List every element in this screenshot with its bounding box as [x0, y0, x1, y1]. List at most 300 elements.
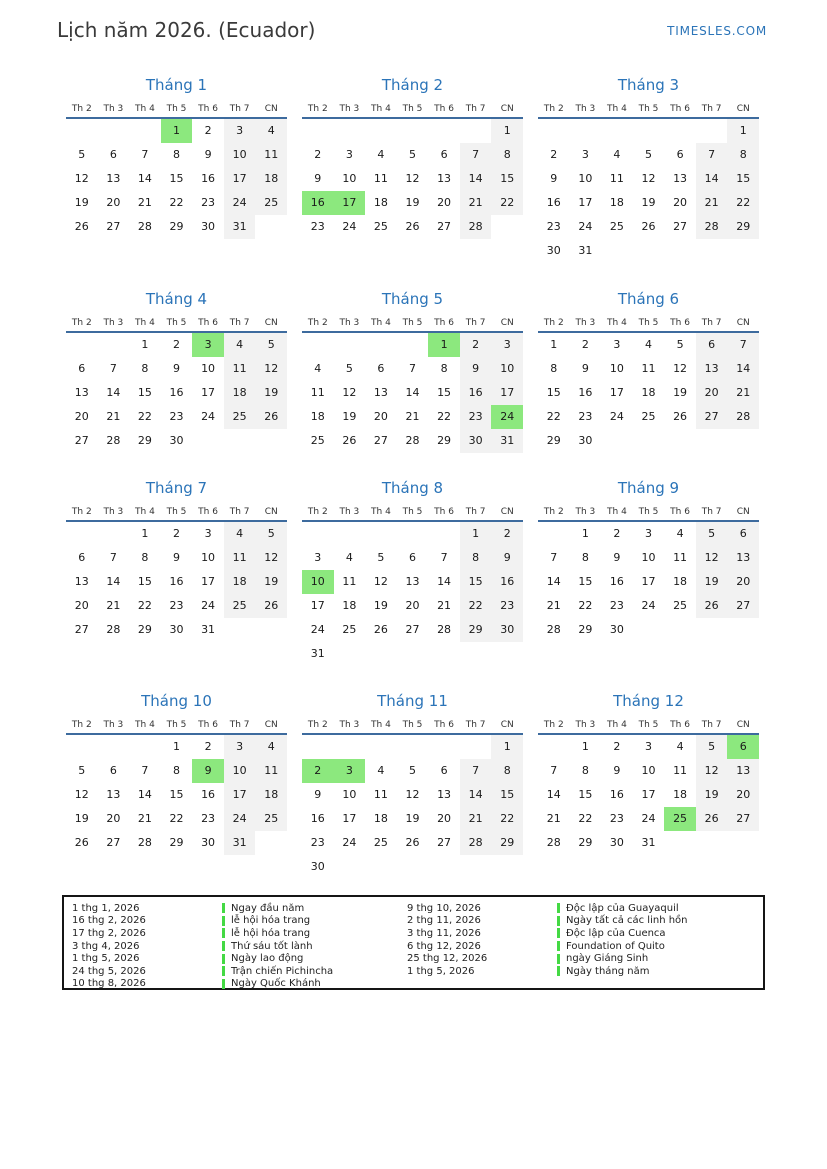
- legend-date: 17 thg 2, 2026: [72, 927, 146, 939]
- weekday-header: Th 6: [434, 507, 454, 517]
- day-cell: 13: [74, 386, 89, 399]
- week-row: [538, 143, 759, 167]
- day-cell: 4: [314, 362, 322, 375]
- day-cell: 23: [169, 599, 184, 612]
- day-cell: 17: [201, 575, 216, 588]
- day-cell: 28: [437, 623, 452, 636]
- day-cell: 12: [405, 172, 420, 185]
- day-cell: 3: [613, 338, 621, 351]
- day-cell: 6: [408, 551, 416, 564]
- day-cell: 15: [137, 386, 152, 399]
- day-cell-empty: [460, 855, 492, 879]
- day-cell: 7: [109, 551, 117, 564]
- day-cell: 20: [74, 410, 89, 423]
- week-row: [66, 735, 287, 759]
- day-cell: 25: [373, 220, 388, 233]
- day-cell: 23: [169, 410, 184, 423]
- day-cell: 4: [345, 551, 353, 564]
- day-cell: 5: [255, 522, 287, 546]
- day-cell: 20: [696, 381, 728, 405]
- weekday-header-row: [538, 504, 759, 520]
- weekday-header: Th 4: [371, 507, 391, 517]
- legend-date: 9 thg 10, 2026: [407, 902, 481, 914]
- week-row: [538, 215, 759, 239]
- day-cell: 9: [172, 551, 180, 564]
- day-cell: 8: [581, 764, 589, 777]
- day-cell: 24: [224, 191, 256, 215]
- day-cell: 29: [546, 434, 561, 447]
- weekday-header: Th 7: [229, 507, 250, 517]
- weekday-header: CN: [736, 720, 750, 730]
- day-cell: 23: [460, 405, 492, 429]
- week-row: [538, 522, 759, 546]
- day-cell: 19: [74, 812, 89, 825]
- day-cell-empty: [334, 735, 366, 759]
- day-cell: 28: [696, 215, 728, 239]
- day-cell: 24: [342, 220, 357, 233]
- day-cell: 11: [609, 172, 624, 185]
- day-cell: 13: [106, 788, 121, 801]
- day-cell-empty: [460, 642, 492, 666]
- day-cell: 29: [578, 836, 593, 849]
- legend-holiday-name: Ngày Quốc Khánh: [231, 978, 321, 990]
- day-cell: 16: [201, 788, 216, 801]
- day-cell: 13: [727, 759, 759, 783]
- day-cell: 16: [460, 381, 492, 405]
- day-cell: 28: [137, 836, 152, 849]
- day-cell: 16: [578, 386, 593, 399]
- legend-item: [407, 915, 763, 928]
- weekday-header: Th 5: [638, 507, 659, 517]
- week-row: [302, 405, 523, 429]
- day-cell: 19: [641, 196, 656, 209]
- weekday-header: CN: [264, 720, 278, 730]
- day-cell: 25: [310, 434, 325, 447]
- day-cell-empty: [727, 831, 759, 855]
- month-title: Tháng 8: [381, 479, 444, 497]
- month-title: Tháng 7: [145, 479, 208, 497]
- month-11: [302, 686, 523, 879]
- day-cell-empty: [334, 855, 366, 879]
- week-row: [302, 642, 523, 666]
- day-cell: 15: [546, 386, 561, 399]
- day-cell: 16: [169, 575, 184, 588]
- day-cell: 10: [224, 759, 256, 783]
- weekday-header: Th 5: [638, 720, 659, 730]
- day-cell: 9: [491, 546, 523, 570]
- day-cell: 10: [641, 764, 656, 777]
- day-cell: 26: [405, 220, 420, 233]
- day-cell-empty: [334, 119, 366, 143]
- weekday-header: Th 3: [575, 318, 596, 328]
- weekday-header: Th 2: [307, 318, 328, 328]
- weekday-header: Th 5: [402, 104, 423, 114]
- day-cell: 1: [460, 522, 492, 546]
- day-cell-empty: [491, 215, 523, 239]
- day-cell: 15: [491, 783, 523, 807]
- legend-holiday-name: lễ hội hóa trang: [231, 927, 311, 939]
- day-cell: 14: [137, 788, 152, 801]
- day-cell: 27: [373, 434, 388, 447]
- day-cell: 27: [437, 220, 452, 233]
- day-cell: 28: [460, 831, 492, 855]
- day-cell: 5: [78, 148, 86, 161]
- weekday-header: Th 5: [166, 720, 187, 730]
- day-cell: 23: [546, 220, 561, 233]
- week-row: [66, 333, 287, 357]
- day-cell: 30: [201, 220, 216, 233]
- day-cell: 8: [491, 759, 523, 783]
- week-row: [538, 546, 759, 570]
- day-cell-empty: [664, 429, 696, 453]
- legend-item: [72, 902, 407, 915]
- day-cell: 20: [106, 196, 121, 209]
- day-cell: 17: [334, 191, 366, 215]
- day-cell: 3: [192, 333, 224, 357]
- holiday-marker-icon: [222, 941, 225, 951]
- day-cell-empty: [365, 855, 397, 879]
- day-cell: 7: [109, 362, 117, 375]
- week-row: [302, 570, 523, 594]
- day-cell: 17: [609, 386, 624, 399]
- weekday-header: Th 3: [575, 104, 596, 114]
- week-row: [538, 807, 759, 831]
- day-cell: 8: [440, 362, 448, 375]
- week-row: [302, 333, 523, 357]
- day-cell: 10: [224, 143, 256, 167]
- day-cell: 20: [673, 196, 688, 209]
- day-cell: 5: [377, 551, 385, 564]
- legend-item: [72, 940, 407, 953]
- day-cell: 24: [342, 836, 357, 849]
- week-row: [302, 357, 523, 381]
- day-cell: 17: [310, 599, 325, 612]
- day-cell: 10: [491, 357, 523, 381]
- weekday-header-row: [538, 315, 759, 331]
- week-row: [302, 167, 523, 191]
- day-cell: 29: [137, 623, 152, 636]
- day-cell: 27: [437, 836, 452, 849]
- legend-date: 25 thg 12, 2026: [407, 953, 488, 965]
- day-cell: 22: [460, 594, 492, 618]
- day-cell: 3: [644, 740, 652, 753]
- week-row: [538, 239, 759, 263]
- day-cell: 16: [201, 172, 216, 185]
- day-cell: 28: [546, 836, 561, 849]
- day-cell: 29: [578, 623, 593, 636]
- week-row: [538, 783, 759, 807]
- day-cell: 1: [491, 119, 523, 143]
- day-cell: 4: [676, 527, 684, 540]
- day-cell: 18: [641, 386, 656, 399]
- day-cell-empty: [66, 522, 98, 546]
- legend-item: [407, 902, 763, 915]
- week-row: [66, 807, 287, 831]
- day-cell: 18: [373, 812, 388, 825]
- timesles-link[interactable]: TIMESLES.COM: [667, 24, 767, 38]
- legend-date: 1 thg 5, 2026: [72, 953, 140, 965]
- weekday-header: CN: [736, 104, 750, 114]
- day-cell: 11: [255, 759, 287, 783]
- legend-item: [72, 965, 407, 978]
- day-cell: 22: [546, 410, 561, 423]
- holiday-marker-icon: [222, 928, 225, 938]
- week-row: [302, 831, 523, 855]
- day-cell-empty: [334, 522, 366, 546]
- weekday-header: CN: [500, 507, 514, 517]
- day-cell: 9: [172, 362, 180, 375]
- weekday-header: Th 5: [166, 318, 187, 328]
- day-cell: 3: [204, 527, 212, 540]
- day-cell: 19: [342, 410, 357, 423]
- day-cell: 18: [609, 196, 624, 209]
- day-cell: 3: [345, 148, 353, 161]
- day-cell: 4: [377, 764, 385, 777]
- day-cell: 9: [613, 764, 621, 777]
- day-cell: 11: [673, 764, 688, 777]
- day-cell: 30: [578, 434, 593, 447]
- day-cell: 5: [345, 362, 353, 375]
- day-cell: 30: [609, 623, 624, 636]
- week-row: [66, 570, 287, 594]
- day-cell: 19: [696, 570, 728, 594]
- day-cell: 11: [673, 551, 688, 564]
- day-cell: 15: [169, 172, 184, 185]
- day-cell-empty: [633, 618, 665, 642]
- day-cell: 2: [491, 522, 523, 546]
- week-row: [66, 405, 287, 429]
- weekday-header: Th 7: [701, 720, 722, 730]
- week-row: [302, 618, 523, 642]
- week-row: [66, 381, 287, 405]
- week-row: [302, 594, 523, 618]
- day-cell: 4: [613, 148, 621, 161]
- day-cell-empty: [696, 239, 728, 263]
- day-cell: 14: [546, 788, 561, 801]
- weekday-header: CN: [264, 104, 278, 114]
- day-cell: 26: [696, 807, 728, 831]
- legend-holiday-name: Trận chiến Pichincha: [231, 965, 334, 977]
- day-cell: 5: [408, 764, 416, 777]
- day-cell: 2: [613, 527, 621, 540]
- legend-item: [407, 952, 763, 965]
- week-row: [538, 191, 759, 215]
- day-cell: 7: [408, 362, 416, 375]
- weekday-header: Th 3: [339, 318, 360, 328]
- day-cell: 25: [224, 594, 256, 618]
- weekday-header: CN: [736, 507, 750, 517]
- week-row: [66, 357, 287, 381]
- day-cell: 30: [609, 836, 624, 849]
- weekday-header: Th 6: [434, 104, 454, 114]
- day-cell: 12: [342, 386, 357, 399]
- day-cell-empty: [129, 119, 161, 143]
- day-cell: 27: [696, 405, 728, 429]
- weekday-header-row: [302, 315, 523, 331]
- day-cell: 31: [201, 623, 216, 636]
- weekday-header: Th 7: [465, 104, 486, 114]
- day-cell: 21: [405, 410, 420, 423]
- day-cell: 2: [302, 759, 334, 783]
- day-cell: 9: [314, 172, 322, 185]
- day-cell-empty: [397, 333, 429, 357]
- day-cell: 17: [641, 788, 656, 801]
- day-cell-empty: [224, 429, 256, 453]
- week-row: [538, 759, 759, 783]
- day-cell: 5: [644, 148, 652, 161]
- day-cell: 8: [172, 764, 180, 777]
- day-cell: 21: [106, 410, 121, 423]
- day-cell-empty: [365, 735, 397, 759]
- weekday-header: Th 3: [103, 720, 124, 730]
- weekday-header: Th 2: [543, 720, 564, 730]
- day-cell: 3: [334, 759, 366, 783]
- week-row: [66, 143, 287, 167]
- week-row: [538, 735, 759, 759]
- week-row: [538, 381, 759, 405]
- day-cell: 17: [578, 196, 593, 209]
- day-cell: 6: [78, 362, 86, 375]
- weekday-header: Th 7: [465, 318, 486, 328]
- weekday-header: Th 4: [607, 720, 627, 730]
- week-row: [66, 191, 287, 215]
- day-cell-empty: [601, 239, 633, 263]
- holiday-marker-icon: [557, 954, 560, 964]
- day-cell: 17: [201, 386, 216, 399]
- day-cell: 25: [255, 191, 287, 215]
- day-cell: 16: [609, 575, 624, 588]
- day-cell: 2: [204, 740, 212, 753]
- day-cell: 10: [201, 551, 216, 564]
- day-cell: 2: [613, 740, 621, 753]
- legend-holiday-name: ngày Giáng Sinh: [566, 953, 649, 965]
- day-cell: 21: [546, 812, 561, 825]
- legend-item: [72, 952, 407, 965]
- day-cell: 30: [491, 618, 523, 642]
- weekday-header: Th 3: [103, 104, 124, 114]
- weekday-header: Th 4: [371, 720, 391, 730]
- day-cell: 8: [141, 362, 149, 375]
- day-cell: 20: [106, 812, 121, 825]
- page-title: Lịch năm 2026. (Ecuador): [57, 18, 316, 42]
- weekday-header-row: [66, 101, 287, 117]
- week-row: [66, 594, 287, 618]
- day-cell: 13: [673, 172, 688, 185]
- weekday-header: Th 6: [198, 507, 218, 517]
- day-cell: 20: [405, 599, 420, 612]
- legend-holiday-name: Ngày tháng năm: [566, 965, 650, 977]
- weekday-header: Th 2: [307, 507, 328, 517]
- day-cell: 21: [437, 599, 452, 612]
- holiday-marker-icon: [222, 916, 225, 926]
- day-cell: 23: [310, 836, 325, 849]
- month-title: Tháng 1: [145, 76, 208, 94]
- weekday-header-row: [538, 717, 759, 733]
- day-cell: 17: [342, 812, 357, 825]
- day-cell: 15: [460, 570, 492, 594]
- day-cell: 7: [727, 333, 759, 357]
- day-cell: 1: [727, 119, 759, 143]
- day-cell: 29: [169, 836, 184, 849]
- day-cell: 1: [581, 740, 589, 753]
- week-row: [538, 167, 759, 191]
- day-cell: 24: [201, 599, 216, 612]
- months-grid: [66, 70, 759, 879]
- day-cell: 8: [550, 362, 558, 375]
- day-cell-empty: [302, 522, 334, 546]
- day-cell: 26: [74, 220, 89, 233]
- legend-column-right: [407, 902, 763, 988]
- week-row: [66, 759, 287, 783]
- day-cell: 12: [696, 546, 728, 570]
- day-cell: 5: [696, 735, 728, 759]
- weekday-header: Th 2: [543, 507, 564, 517]
- legend-date: 10 thg 8, 2026: [72, 978, 146, 990]
- day-cell: 6: [696, 333, 728, 357]
- day-cell: 12: [373, 575, 388, 588]
- day-cell: 21: [137, 196, 152, 209]
- day-cell: 4: [255, 735, 287, 759]
- day-cell: 30: [201, 836, 216, 849]
- day-cell: 2: [172, 338, 180, 351]
- weekday-header-row: [66, 504, 287, 520]
- day-cell-empty: [365, 642, 397, 666]
- legend-holiday-name: Ngay đầu năm: [231, 902, 305, 914]
- weekday-header: Th 5: [402, 318, 423, 328]
- weekday-header: Th 6: [434, 720, 454, 730]
- month-title: Tháng 9: [617, 479, 680, 497]
- day-cell-empty: [302, 735, 334, 759]
- month-6: [538, 284, 759, 473]
- day-cell: 25: [673, 599, 688, 612]
- day-cell-empty: [98, 735, 130, 759]
- legend-holiday-name: Ngày lao động: [231, 953, 304, 965]
- weekday-header: Th 2: [71, 318, 92, 328]
- day-cell: 22: [578, 599, 593, 612]
- day-cell: 23: [609, 812, 624, 825]
- legend-date: 3 thg 11, 2026: [407, 927, 481, 939]
- weekday-header: Th 6: [670, 507, 690, 517]
- day-cell: 12: [696, 759, 728, 783]
- day-cell: 22: [437, 410, 452, 423]
- day-cell-empty: [538, 522, 570, 546]
- day-cell: 31: [224, 831, 256, 855]
- day-cell: 8: [727, 143, 759, 167]
- day-cell: 24: [609, 410, 624, 423]
- day-cell-empty: [334, 333, 366, 357]
- day-cell-empty: [66, 333, 98, 357]
- weekday-header: Th 7: [229, 318, 250, 328]
- day-cell-empty: [302, 333, 334, 357]
- day-cell: 27: [106, 220, 121, 233]
- weekday-header-row: [302, 504, 523, 520]
- day-cell-empty: [365, 522, 397, 546]
- weekday-header: Th 4: [607, 507, 627, 517]
- day-cell: 25: [664, 807, 696, 831]
- week-row: [302, 381, 523, 405]
- day-cell: 26: [696, 594, 728, 618]
- day-cell: 6: [727, 735, 759, 759]
- holiday-marker-icon: [557, 903, 560, 913]
- legend-date: 16 thg 2, 2026: [72, 915, 146, 927]
- month-5: [302, 284, 523, 473]
- day-cell: 23: [201, 812, 216, 825]
- day-cell-empty: [696, 429, 728, 453]
- month-title: Tháng 6: [617, 290, 680, 308]
- day-cell: 10: [201, 362, 216, 375]
- day-cell: 30: [460, 429, 492, 453]
- weekday-header: Th 2: [307, 720, 328, 730]
